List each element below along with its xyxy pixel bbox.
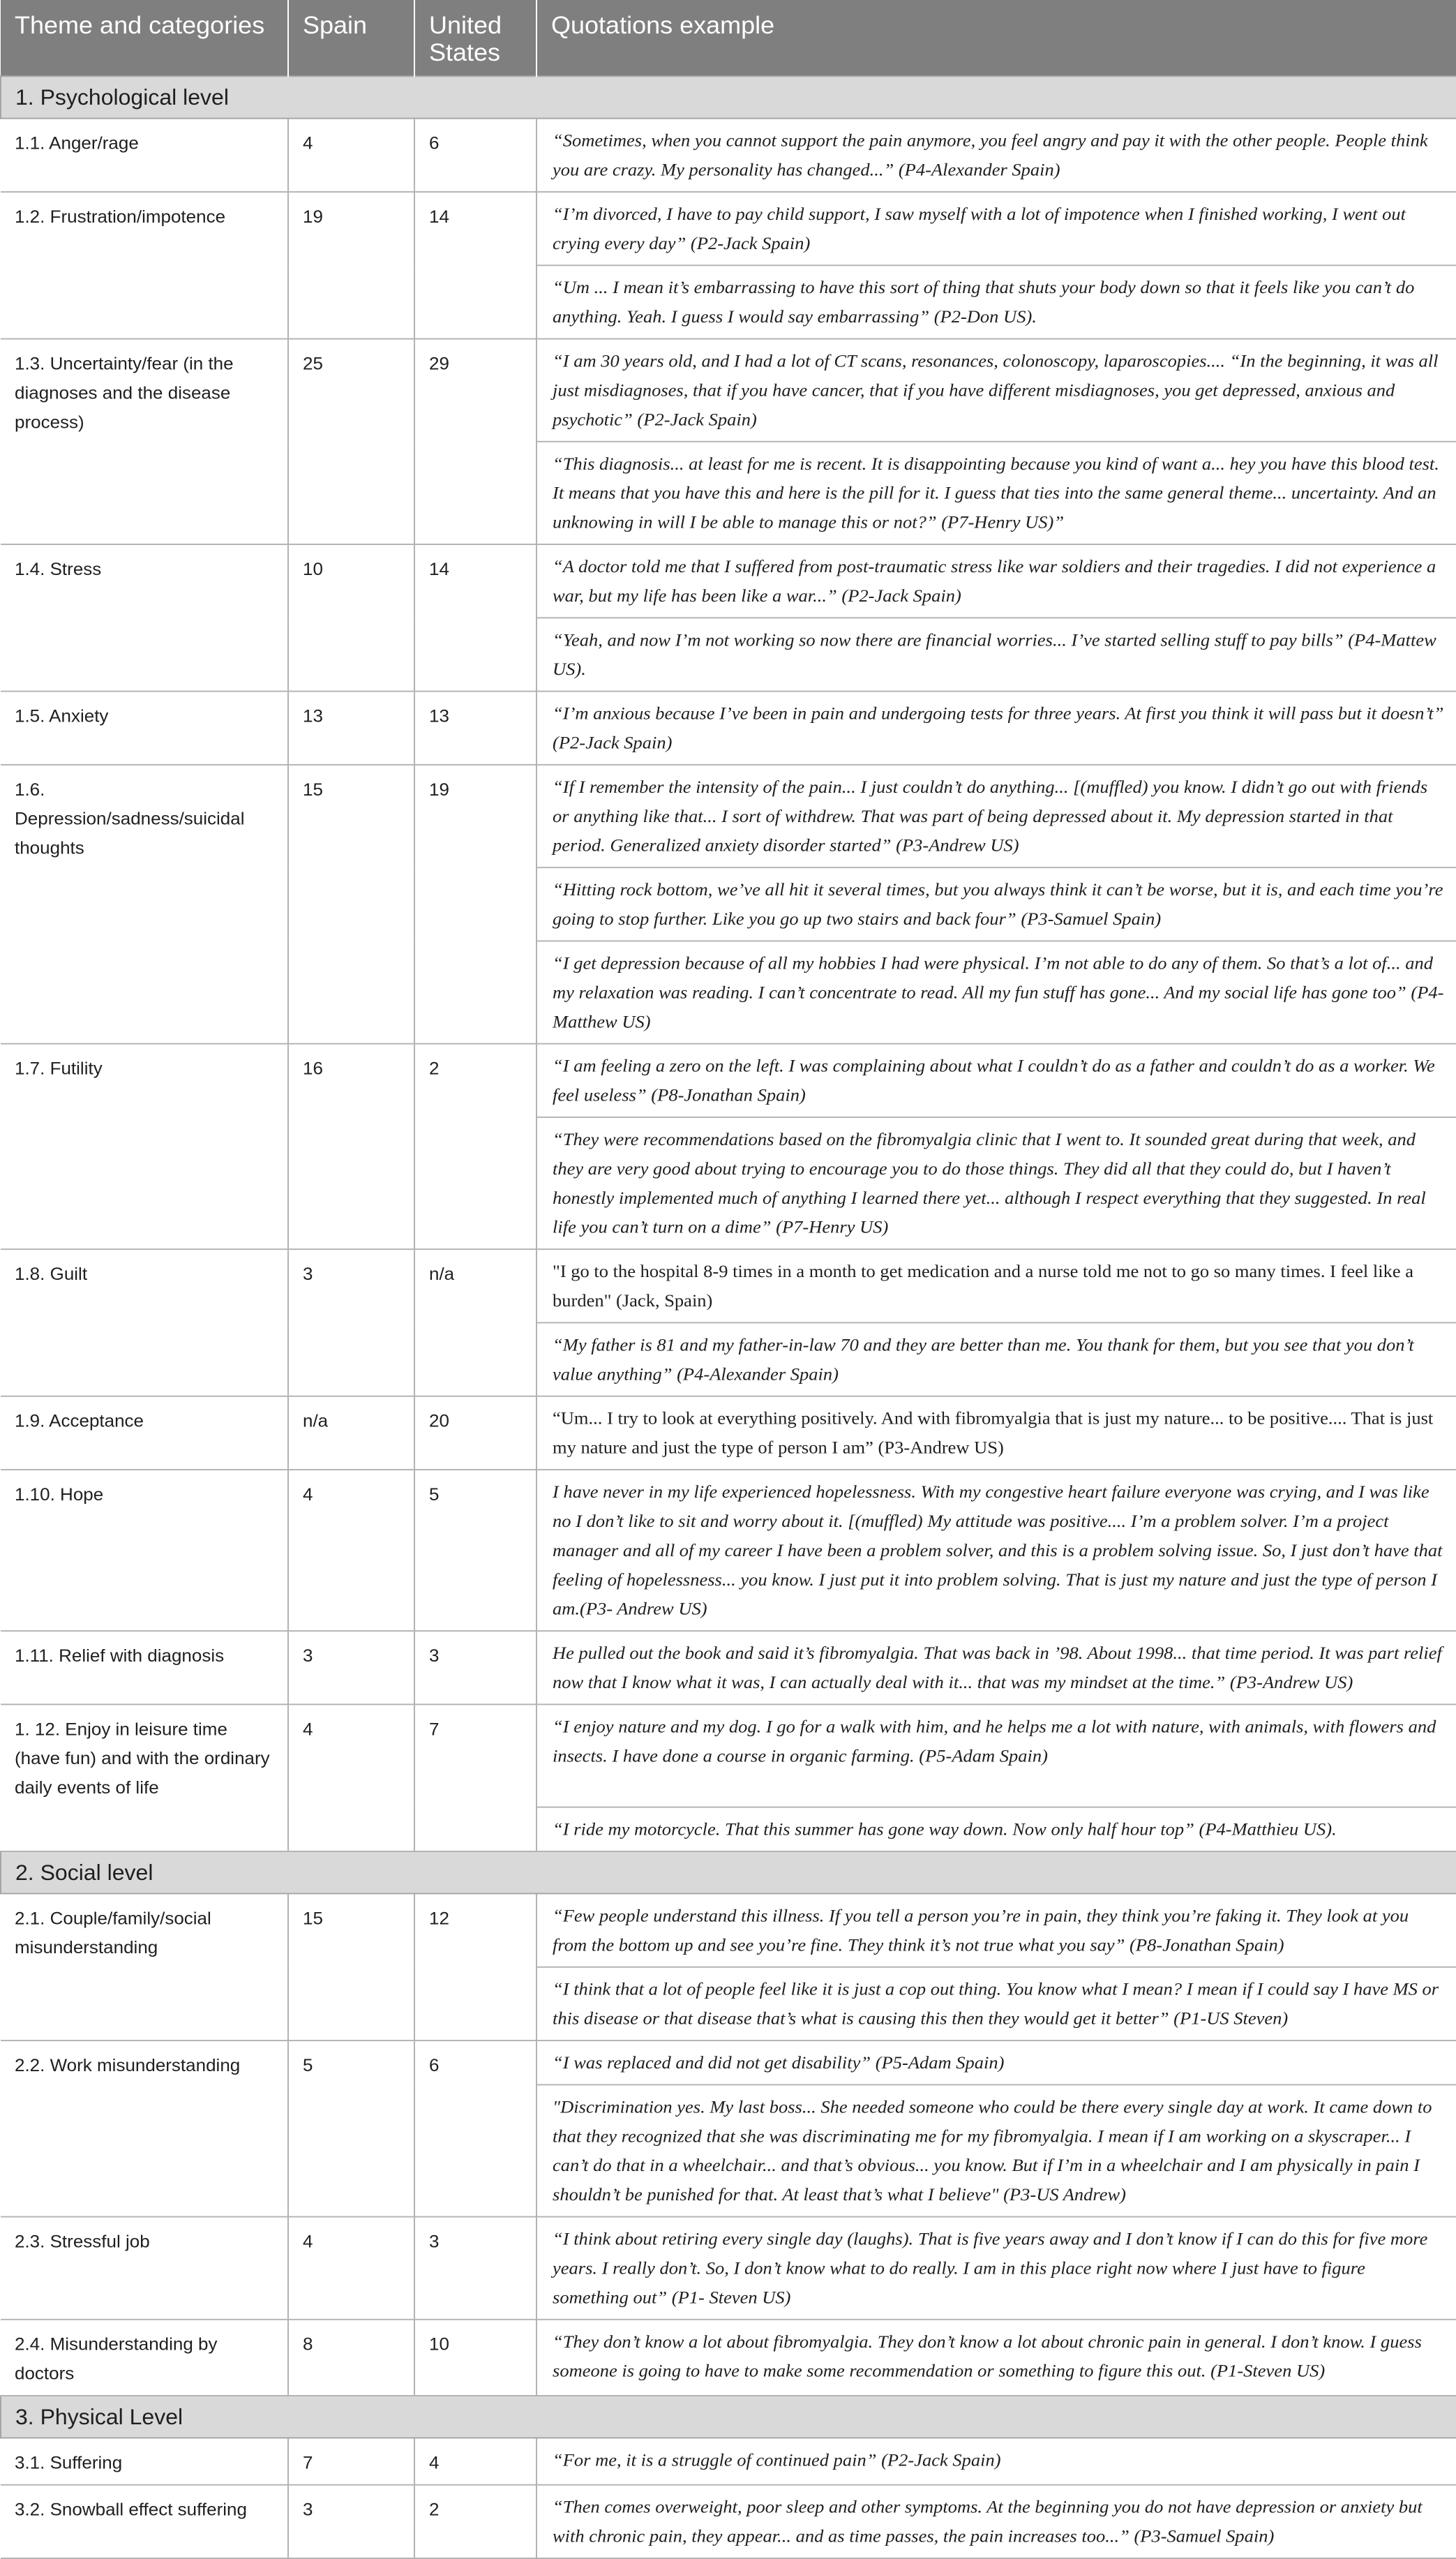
category-cell: 1.7. Futility [1,1044,288,1249]
quotation-cell: “I ride my motorcycle. That this summer has gone way down. Now only half hour top” (P4-Matthieu US). [536,1807,1456,1851]
spain-count-cell: 10 [288,544,414,692]
spain-count-cell: 8 [288,2320,414,2396]
section-row [1,1851,1456,1893]
table-row [1,1249,1456,1322]
header-quotations-example: Quotations example [536,0,1456,76]
header-theme-categories: Theme and categories [1,0,288,76]
quotation-cell: “For me, it is a struggle of continued pain” (P2-Jack Spain) [536,2438,1456,2484]
quotation-cell: He pulled out the book and said it’s fibromyalgia. That was back in ’98. About 1998... that time period. It was part relief now that I know what it was, I can actually deal with it... that was my mindset at the time.” (P3-Andrew US) [536,1631,1456,1704]
header-row [1,0,1456,76]
category-cell: 2.4. Misunderstanding by doctors [1,2320,288,2396]
table-row [1,765,1456,867]
table-row [1,2217,1456,2320]
spain-count-cell: 4 [288,2217,414,2320]
spain-count-cell: 4 [288,1704,414,1851]
us-count-cell: 2 [414,1044,536,1249]
spain-count-cell: 4 [288,1470,414,1631]
quotation-cell: I have never in my life experienced hopelessness. With my congestive heart failure everyone was crying, and I was like no I don’t like to sit and worry about it. [(muffled) My attitude was positive.... I’m a problem solver. I’m a project manager and all of my career I have been a problem solver, and this is a problem solving issue. So, I just don’t have that feeling of hopelessness... you know. I just put it into problem solving. That is just my nature and just the type of person I am.(P3- Andrew US) [536,1470,1456,1631]
us-count-cell: 6 [414,119,536,192]
us-count-cell: 3 [414,2217,536,2320]
spain-count-cell: 13 [288,692,414,765]
table-row [1,544,1456,618]
us-count-cell: 13 [414,692,536,765]
us-count-cell: n/a [414,1249,536,1396]
table-header [1,0,1456,76]
spain-count-cell: 16 [288,1044,414,1249]
quotation-cell: “I think about retiring every single day (laughs). That is five years away and I don’t know if I can do this for five more years. I really don’t. So, I don’t know what to do really. I am in this place right now where I just have to figure something out” (P1- Steven US) [536,2217,1456,2320]
category-cell: 2.2. Work misunderstanding [1,2041,288,2217]
category-cell: 1.5. Anxiety [1,692,288,765]
table-row [1,1704,1456,1807]
table-row [1,1396,1456,1470]
quotation-cell: “This diagnosis... at least for me is recent. It is disappointing because you kind of want a... hey you have this blood test. It means that you have this and here is the pill for it. I guess that ties into the same general theme... uncertainty. And an unknowing in will I be able to manage this or not?” (P7-Henry US)” [536,442,1456,544]
quotation-cell: “If I remember the intensity of the pain... I just couldn’t do anything... [(muffled) you know. I didn’t go out with friends or anything like that... I sort of withdrew. That was part of being depressed about it. My depression started in that period. Generalized anxiety disorder started” (P3-Andrew US) [536,765,1456,867]
us-count-cell: 5 [414,1470,536,1631]
quotation-cell: “I am feeling a zero on the left. I was complaining about what I couldn’t do as a father and couldn’t do as a worker. We feel useless” (P8-Jonathan Spain) [536,1044,1456,1117]
quotation-cell: "Discrimination yes. My last boss... She needed someone who could be there every single day at work. It came down to that they recognized that she was discriminating me for my fibromyalgia. I mean if I am working on a skyscraper... I can’t do that in a wheelchair... and that’s obvious... you know. But if I’m in a wheelchair and I am physically in pain I shouldn’t be punished for that. At least that’s what I believe" (P3-US Andrew) [536,2084,1456,2216]
quotation-cell: “I’m divorced, I have to pay child support, I saw myself with a lot of impotence when I finished working, I went out crying every day” (P2-Jack Spain) [536,192,1456,265]
header-spain: Spain [288,0,414,76]
quotation-cell: "I go to the hospital 8-9 times in a month to get medication and a nurse told me not to go so many times. I feel like a burden" (Jack, Spain) [536,1249,1456,1322]
category-cell: 1.2. Frustration/impotence [1,192,288,339]
section-row [1,2396,1456,2438]
section-title: 3. Physical Level [1,2396,1456,2438]
quotation-cell: “I’m anxious because I’ve been in pain and undergoing tests for three years. At first you think it will pass but it doesn’t” (P2-Jack Spain) [536,692,1456,765]
quotation-cell: “Yeah, and now I’m not working so now there are financial worries... I’ve started selling stuff to pay bills” (P4-Mattew US). [536,618,1456,691]
quotation-cell: “They don’t know a lot about fibromyalgia. They don’t know a lot about chronic pain in general. I don’t know. I guess someone is going to have to make some recommendation or something to figure this out. (P1-Steven US) [536,2320,1456,2396]
quotation-cell: “They were recommendations based on the fibromyalgia clinic that I went to. It sounded great during that week, and they are very good about trying to encourage you to do those things. They did all that they could do, but I haven’t honestly implemented much of anything I learned there yet... although I respect everything that they suggested. In real life you can’t turn on a dime” (P7-Henry US) [536,1117,1456,1249]
us-count-cell: 20 [414,1396,536,1470]
category-cell: 1.3. Uncertainty/fear (in the diagnoses and the disease process) [1,339,288,544]
us-count-cell: 7 [414,1704,536,1851]
us-count-cell: 3 [414,1631,536,1704]
quotation-cell: “Then comes overweight, poor sleep and other symptoms. At the beginning you do not have depression or anxiety but with chronic pain, they appear... and as time passes, the pain increases too...” (P3-Samuel Spain) [536,2485,1456,2558]
table-row [1,2438,1456,2484]
category-cell: 1.4. Stress [1,544,288,692]
table-row [1,339,1456,442]
section-title: 2. Social level [1,1851,1456,1893]
spain-count-cell: 5 [288,2041,414,2217]
table-row [1,1893,1456,1967]
category-cell: 2.1. Couple/family/social misunderstanding [1,1893,288,2041]
us-count-cell: 14 [414,544,536,692]
us-count-cell: 2 [414,2485,536,2558]
us-count-cell: 19 [414,765,536,1044]
table-row [1,692,1456,765]
table-row [1,2485,1456,2558]
table-row [1,1044,1456,1117]
quotation-cell: “I am 30 years old, and I had a lot of CT scans, resonances, colonoscopy, laparoscopies.... “In the beginning, it was all just misdiagnoses, that if you have cancer, that if you have different misdiagnoses, you get depressed, anxious and psychotic” (P2-Jack Spain) [536,339,1456,442]
quotation-cell: “Um ... I mean it’s embarrassing to have this sort of thing that shuts your body down so that it feels like you can’t do anything. Yeah. I guess I would say embarrassing” (P2-Don US). [536,265,1456,338]
spain-count-cell: 19 [288,192,414,339]
table-row [1,1631,1456,1704]
table-row [1,2041,1456,2084]
spain-count-cell: 3 [288,1249,414,1396]
category-cell: 1.6. Depression/sadness/suicidal thoughts [1,765,288,1044]
us-count-cell: 4 [414,2438,536,2484]
quotation-cell: “I think that a lot of people feel like it is just a cop out thing. You know what I mean? I mean if I could say I have MS or this disease or that disease that’s what is causing this then they would get it better” (P1-US Steven) [536,1967,1456,2041]
quotation-cell: “Um... I try to look at everything positively. And with fibromyalgia that is just my nature... to be positive.... That is just my nature and just the type of person I am” (P3-Andrew US) [536,1396,1456,1470]
us-count-cell: 10 [414,2320,536,2396]
category-cell: 2.3. Stressful job [1,2217,288,2320]
category-cell: 3.2. Snowball effect suffering [1,2485,288,2558]
us-count-cell: 12 [414,1893,536,2041]
table-row [1,119,1456,192]
category-cell: 1.1. Anger/rage [1,119,288,192]
table-row [1,1470,1456,1631]
spain-count-cell: 4 [288,119,414,192]
category-cell: 1. 12. Enjoy in leisure time (have fun) and with the ordinary daily events of life [1,1704,288,1851]
section-row [1,76,1456,118]
spain-count-cell: 15 [288,765,414,1044]
spain-count-cell: 7 [288,2438,414,2484]
quotation-cell: “I get depression because of all my hobbies I had were physical. I’m not able to do any of them. So that’s a lot of... and my relaxation was reading. I can’t concentrate to read. All my fun stuff has gone... And my social life has gone too” (P4-Matthew US) [536,941,1456,1043]
category-cell: 1.8. Guilt [1,1249,288,1396]
quotation-cell: “I enjoy nature and my dog. I go for a walk with him, and he helps me a lot with nature, with animals, with flowers and insects. I have done a course in organic farming. (P5-Adam Spain) [536,1704,1456,1807]
table-body [1,76,1456,2558]
us-count-cell: 6 [414,2041,536,2217]
spain-count-cell: 15 [288,1893,414,2041]
spain-count-cell: 3 [288,2485,414,2558]
quotation-cell: “A doctor told me that I suffered from post-traumatic stress like war soldiers and their tragedies. I did not experience a war, but my life has been like a war...” (P2-Jack Spain) [536,544,1456,618]
quotation-cell: “I was replaced and did not get disability” (P5-Adam Spain) [536,2041,1456,2084]
section-title: 1. Psychological level [1,76,1456,118]
quotation-cell: “Hitting rock bottom, we’ve all hit it several times, but you always think it can’t be worse, but it is, and each time you’re going to stop further. Like you go up two stairs and back four” (P3-Samuel Spain) [536,867,1456,941]
category-cell: 3.1. Suffering [1,2438,288,2484]
table-row [1,2320,1456,2396]
table-row [1,192,1456,265]
category-cell: 1.11. Relief with diagnosis [1,1631,288,1704]
category-cell: 1.9. Acceptance [1,1396,288,1470]
spain-count-cell: n/a [288,1396,414,1470]
quotation-cell: “Few people understand this illness. If you tell a person you’re in pain, they think you’re faking it. They look at you from the bottom up and see you’re fine. They think it’s not true what you say” (P8-Jonathan Spain) [536,1893,1456,1967]
quotation-cell: “Sometimes, when you cannot support the pain anymore, you feel angry and pay it with the other people. People think you are crazy. My personality has changed...” (P4-Alexander Spain) [536,119,1456,192]
us-count-cell: 29 [414,339,536,544]
spain-count-cell: 3 [288,1631,414,1704]
header-united-states: United States [414,0,536,76]
spain-count-cell: 25 [288,339,414,544]
quotation-cell: “My father is 81 and my father-in-law 70 and they are better than me. You thank for them, but you see that you don’t value anything” (P4-Alexander Spain) [536,1322,1456,1396]
category-cell: 1.10. Hope [1,1470,288,1631]
us-count-cell: 14 [414,192,536,339]
